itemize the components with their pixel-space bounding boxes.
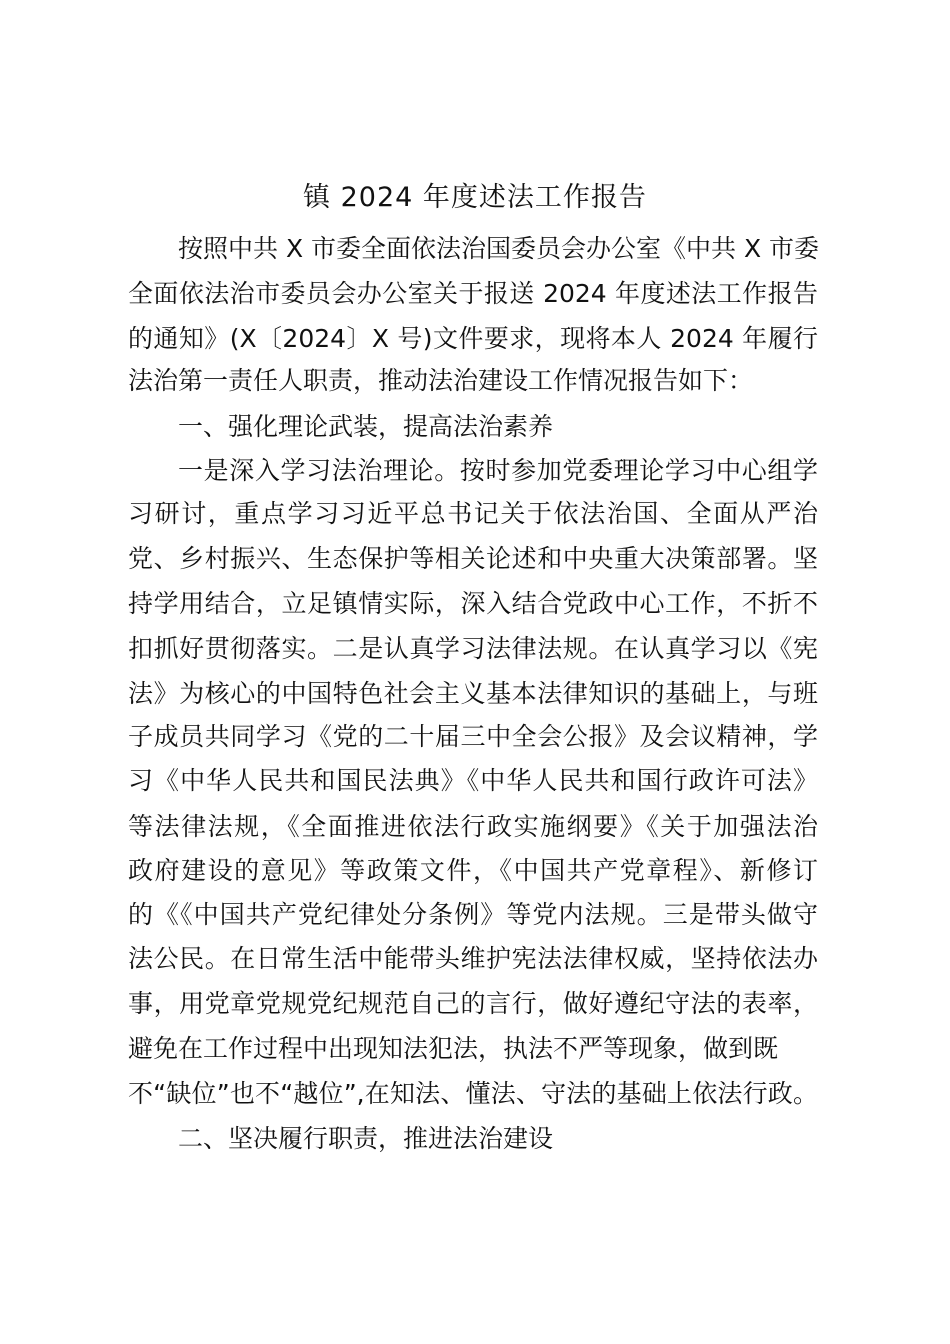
document-title: 镇 2024 年度述法工作报告: [303, 182, 647, 213]
paragraph-line: 的通知》(X〔2024〕X 号)文件要求，现将本人 2024 年履行: [128, 324, 818, 353]
paragraph-line: 习研讨，重点学习习近平总书记关于依法治国、全面从严治: [128, 499, 818, 528]
section-heading: 一、强化理论武装，提高法治素养: [178, 412, 554, 441]
paragraph-line: 全面依法治市委员会办公室关于报送 2024 年度述法工作报告: [128, 279, 818, 308]
paragraph-line: 避免在工作过程中出现知法犯法，执法不严等现象，做到既: [128, 1034, 779, 1063]
paragraph-line: 事，用党章党规党纪规范自己的言行，做好遵纪守法的表率，: [128, 989, 818, 1018]
paragraph-line: 持学用结合，立足镇情实际，深入结合党政中心工作，不折不: [128, 589, 818, 618]
paragraph-line: 的《《中国共产党纪律处分条例》等党内法规。三是带头做守: [128, 900, 818, 929]
paragraph-line: 党、乡村振兴、生态保护等相关论述和中央重大决策部署。坚: [128, 544, 818, 573]
paragraph-line: 法治第一责任人职责，推动法治建设工作情况报告如下：: [128, 366, 754, 395]
paragraph-line: 子成员共同学习《党的二十届三中全会公报》及会议精神，学: [128, 722, 818, 751]
paragraph-line: 扣抓好贯彻落实。二是认真学习法律法规。在认真学习以《宪: [128, 634, 818, 663]
paragraph-line: 法》为核心的中国特色社会主义基本法律知识的基础上，与班: [128, 679, 818, 708]
paragraph-line: 按照中共 X 市委全面依法治国委员会办公室《中共 X 市委: [178, 234, 820, 263]
paragraph-line: 一是深入学习法治理论。按时参加党委理论学习中心组学: [178, 456, 818, 485]
paragraph-line: 政府建设的意见》等政策文件，《中国共产党章程》、新修订: [128, 856, 818, 885]
paragraph-line: 不“缺位”也不“越位”,在知法、懂法、守法的基础上依法行政。: [128, 1079, 818, 1108]
section-heading: 二、坚决履行职责，推进法治建设: [178, 1124, 554, 1153]
paragraph-line: 等法律法规，《全面推进依法行政实施纲要》《关于加强法治: [128, 812, 818, 841]
paragraph-line: 法公民。在日常生活中能带头维护宪法法律权威，坚持依法办: [128, 944, 818, 973]
paragraph-line: 习《中华人民共和国民法典》《中华人民共和国行政许可法》: [128, 766, 818, 795]
